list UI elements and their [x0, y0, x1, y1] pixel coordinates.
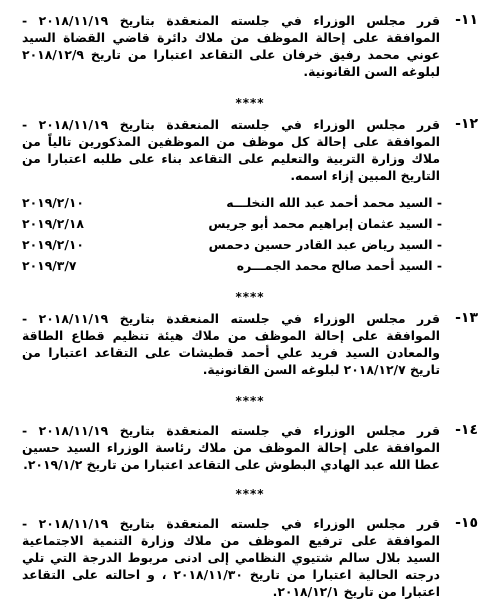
decision-text: قرر مجلس الوزراء في جلسته المنعقدة بتاريخ ٢٠١٨/١١/١٩ - الموافقة على إحالة الموظف من ملاك هيئة تنظيم قطاع الطاقة والمعادن السيد فريد علي أحمد قطيشات على التقاعد اعتبارا من تاريخ ٢٠١٨/١٢/٧ لبلوغه السن القانونية.: [22, 311, 440, 377]
item-number: ١٣-: [455, 310, 478, 326]
retirement-date: ٢٠١٩/٢/١٨: [22, 216, 84, 231]
list-item: [22, 213, 478, 234]
separator: ****: [235, 394, 265, 408]
retirement-date: ٢٠١٩/٣/٧: [22, 258, 77, 273]
decision-paragraph-12: [22, 116, 478, 184]
employee-name: - السيد أحمد صالح محمد الجمـــره: [236, 258, 442, 273]
separator: ****: [235, 96, 265, 110]
item-number: ١١-: [455, 12, 478, 28]
item-number: ١٤-: [455, 422, 478, 438]
item-number: ١٢-: [455, 116, 478, 132]
decision-text: قرر مجلس الوزراء في جلسته المنعقدة بتاريخ ٢٠١٨/١١/١٩ - الموافقة على ترفيع الموظف من ملاك وزارة التنمية الاجتماعية السيد بلال سالم شتيوي النظامي إلى ادنى مربوط الدرجة التي تلي درجته الحالية اعتبارا من تاريخ ٢٠١٨/١١/٣٠ ، و احالته على التقاعد اعتبارا من تاريخ ٢٠١٨/١٢/١.: [22, 516, 440, 599]
list-item: [22, 255, 478, 276]
decision-text: قرر مجلس الوزراء في جلسته المنعقدة بتاريخ ٢٠١٨/١١/١٩ - الموافقة على إحالة الموظف من ملاك رئاسة الوزراء السيد حسين عطا الله عبد الهادي البطوش على التقاعد اعتبارا من تاريخ ٢٠١٩/١/٢.: [22, 423, 440, 472]
employee-list: [22, 192, 478, 276]
decision-paragraph-11: [22, 12, 478, 80]
list-item: [22, 234, 478, 255]
decision-paragraph-15: [22, 515, 478, 600]
decision-text: قرر مجلس الوزراء في جلسته المنعقدة بتاريخ ٢٠١٨/١١/١٩ - الموافقة على إحالة الموظف من ملاك دائرة قاضي القضاة السيد عوني محمد رفيق خرفان على التقاعد اعتبارا من تاريخ ٢٠١٨/١٢/٩ لبلوغه السن القانونية.: [22, 13, 440, 79]
decision-paragraph-13: [22, 310, 478, 378]
decision-text: قرر مجلس الوزراء في جلسته المنعقدة بتاريخ ٢٠١٨/١١/١٩ - الموافقة على إحالة كل موظف من الموظفين المذكورين تالياً من ملاك وزارة التربية والتعليم على التقاعد بناء على طلبه اعتبارا من التاريخ المبين إزاء اسمه.: [22, 117, 440, 183]
employee-name: - السيد رياض عبد القادر حسين دحمس: [208, 237, 442, 252]
separator: ****: [235, 290, 265, 304]
separator: ****: [235, 487, 265, 501]
employee-name: - السيد محمد أحمد عبد الله النخلـــه: [226, 195, 442, 210]
employee-name: - السيد عثمان إبراهيم محمد أبو جريس: [208, 216, 442, 231]
retirement-date: ٢٠١٩/٢/١٠: [22, 237, 84, 252]
decision-paragraph-14: [22, 422, 478, 473]
list-item: [22, 192, 478, 213]
retirement-date: ٢٠١٩/٢/١٠: [22, 195, 84, 210]
item-number: ١٥-: [455, 515, 478, 531]
